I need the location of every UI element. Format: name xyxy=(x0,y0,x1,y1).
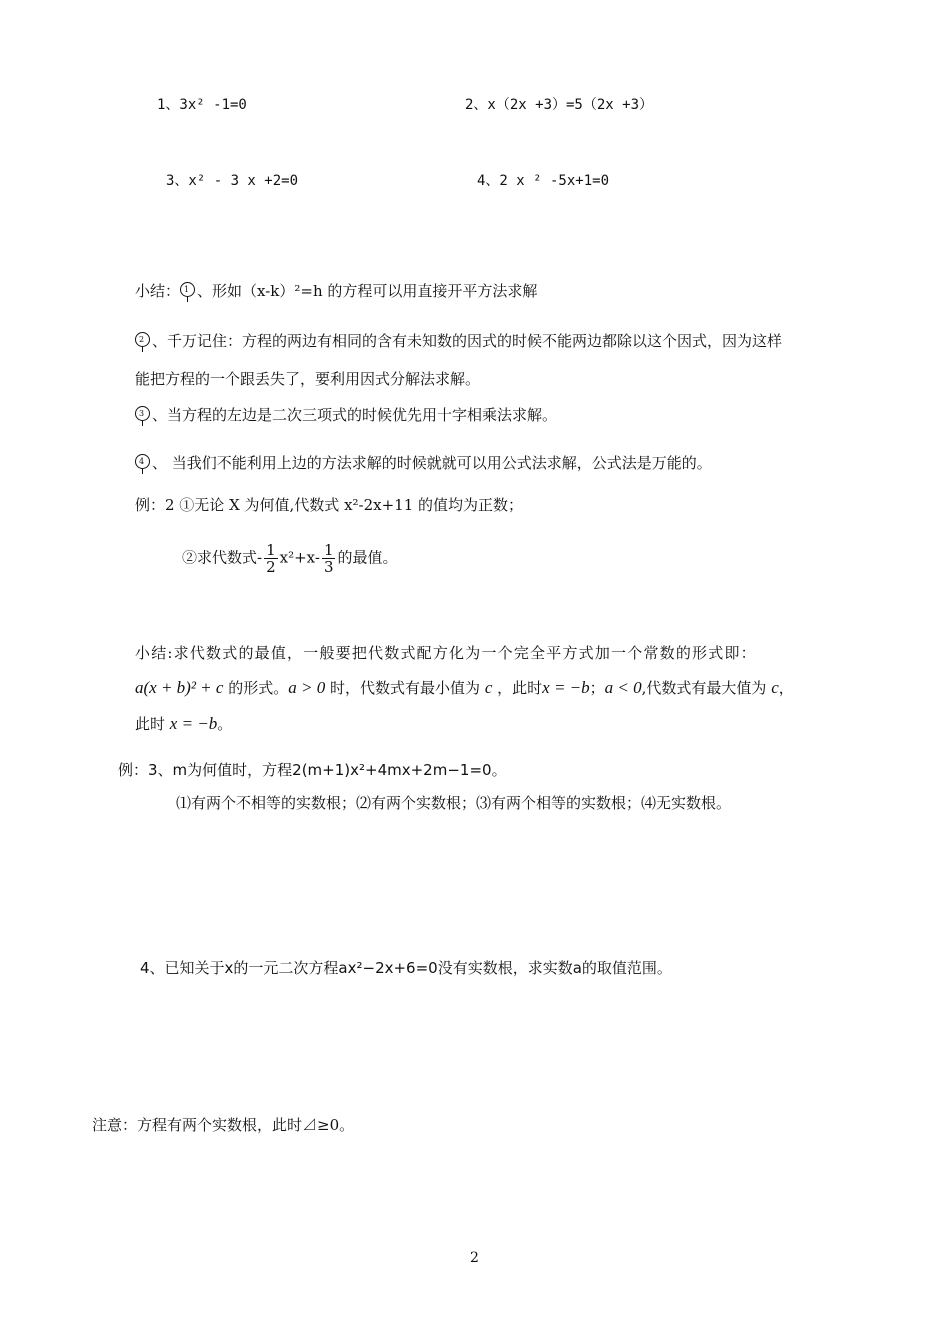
example-4: 4、已知关于x的一元二次方程ax²−2x+6=0没有实数根，求实数a的取值范围。 xyxy=(140,959,672,977)
summary-item-4-text: 、 当我们不能利用上边的方法求解的时候就就可以用公式法求解，公式法是万能的。 xyxy=(152,454,712,472)
exercise-3: 3、x² - 3 x +2=0 xyxy=(166,173,299,189)
circle-number-2-icon: 2 xyxy=(135,332,150,347)
example-3-line-2: ⑴有两个不相等的实数根；⑵有两个实数根；⑶有两个相等的实数根；⑷无实数根。 xyxy=(176,794,732,812)
exercise-2: 2、x（2x +3）=5（2x +3） xyxy=(465,97,654,113)
example-3-line-1: 例：3、m为何值时，方程2(m+1)x²+4mx+2m−1=0。 xyxy=(118,761,507,779)
summary-item-3-text: 、当方程的左边是二次三项式的时候优先用十字相乘法求解。 xyxy=(152,406,558,424)
note: 注意：方程有两个实数根，此时⊿≥0。 xyxy=(92,1116,355,1134)
summary-2-line-2: a(x + b)² + c 的形式。a > 0 时，代数式有最小值为 c ，此时x = −b；a < 0,代数式有最大值为 c， xyxy=(135,678,794,697)
summary-item-2-text: 、千万记住：方程的两边有相同的含有未知数的因式的时候不能两边都除以这个因式，因为这样 xyxy=(152,332,783,350)
fraction-one-third: $\frac{1}{3}$ xyxy=(323,541,334,576)
summary-item-2-continued: 能把方程的一个跟丢失了，要利用因式分解法求解。 xyxy=(135,370,481,388)
summary-2-line-3: 此时 x = −b。 xyxy=(135,714,233,733)
summary-item-4 xyxy=(135,452,712,473)
summary-item-3 xyxy=(135,404,557,425)
summary-item-1-text: 、形如（x-k）²=h 的方程可以用直接开平方法求解 xyxy=(197,282,538,300)
summary-item-1 xyxy=(135,280,537,301)
circle-number-1-icon: 1 xyxy=(180,282,195,297)
exercise-4: 4、2 x ² -5x+1=0 xyxy=(477,173,610,189)
summary-2-line-1: 小结:求代数式的最值，一般要把代数式配方化为一个完全平方式加一个常数的形式即： xyxy=(135,644,757,662)
page-number: 2 xyxy=(470,1250,479,1266)
example-2-part-2: ②求代数式- $\frac{1}{2}$ x²+x- $\frac{1}{3}$ 的最值。 xyxy=(182,541,398,576)
exercise-1: 1、3x² -1=0 xyxy=(157,97,247,113)
fraction-one-half: $\frac{1}{2}$ xyxy=(266,541,276,576)
circle-number-4-icon: 4 xyxy=(135,454,150,469)
circle-number-3-icon: 3 xyxy=(135,406,150,421)
example-2-part-1: 例：2 ①无论 X 为何值,代数式 x²-2x+11 的值均为正数； xyxy=(135,496,524,514)
summary-item-2 xyxy=(135,330,782,351)
summary-label: 小结： xyxy=(135,282,181,300)
